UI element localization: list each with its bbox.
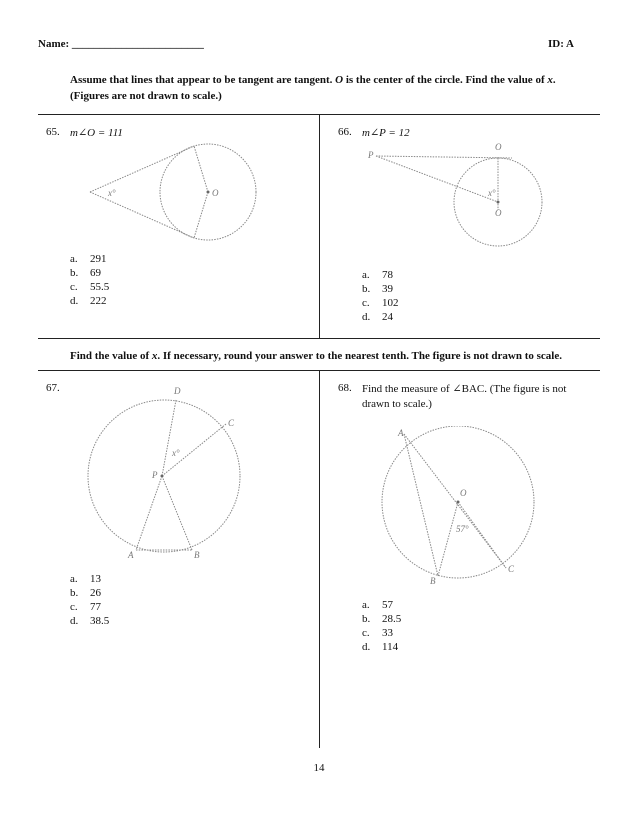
q67-a-label: A	[128, 550, 134, 560]
q67-b-label: B	[194, 550, 200, 560]
question-67-number: 67.	[46, 382, 60, 394]
question-65-number: 65.	[46, 126, 60, 138]
q66-choice-d: d. 24	[362, 311, 393, 323]
q66-secant	[376, 156, 498, 202]
q68-choice-c: c. 33	[362, 627, 393, 639]
q65-tangent-upper	[90, 146, 194, 192]
q66-choice-b: b. 39	[362, 283, 393, 295]
question-68-prompt: Find the measure of ∠BAC. (The figure is not drawn to scale.)	[362, 383, 567, 410]
question-68-number: 68.	[338, 382, 352, 394]
q68-chord-ac	[404, 434, 506, 568]
q67-choices	[70, 572, 109, 628]
q68-c-label: C	[508, 564, 515, 574]
q68-choices	[362, 598, 401, 654]
q66-choice-c: c. 102	[362, 297, 399, 309]
q66-choice-a: a. 78	[362, 269, 393, 281]
student-name-field: Name: ________________________	[38, 38, 204, 50]
q68-choice-d: d. 114	[362, 641, 399, 653]
q67-circle	[88, 400, 240, 552]
q68-chord-ab	[404, 434, 438, 576]
q65-figure	[86, 138, 266, 246]
q66-o-label: O	[495, 208, 502, 218]
q65-choice-c: c. 55.5	[70, 281, 110, 293]
column-divider	[319, 114, 320, 338]
q67-x-label: x°	[172, 448, 180, 458]
q67-choice-d: d. 38.5	[70, 615, 110, 627]
question-65-prompt: m∠O = 111	[70, 127, 123, 139]
q68-a-label: A	[398, 428, 404, 438]
q65-tangent-lower	[90, 192, 194, 238]
q67-choice-c: c. 77	[70, 601, 101, 613]
q65-choice-b: b. 69	[70, 267, 101, 279]
q66-figure	[364, 140, 554, 250]
section1-instructions	[70, 72, 600, 104]
q66-tangent	[376, 156, 512, 158]
q68-choice-a: a. 57	[362, 599, 393, 611]
q65-choices	[70, 252, 109, 308]
document-id: ID: A	[548, 38, 574, 50]
q68-choice-b: b. 28.5	[362, 613, 402, 625]
q67-p-label: P	[152, 470, 158, 480]
q68-b-label: B	[430, 576, 436, 584]
q67-choice-b: b. 26	[70, 587, 101, 599]
q66-x-label: x°	[488, 188, 496, 198]
q65-x-label: x°	[108, 188, 116, 198]
q67-c-label: C	[228, 418, 235, 428]
q68-o-label: O	[460, 488, 467, 498]
q67-d-label: D	[174, 386, 181, 396]
q66-p-label: P	[368, 150, 374, 160]
question-66-prompt: m∠P = 12	[362, 127, 410, 139]
q66-choices	[362, 268, 399, 324]
section1-instruction-line2: (Figures are not drawn to scale.)	[70, 90, 222, 102]
divider	[38, 338, 600, 339]
q65-choice-a: a. 291	[70, 253, 107, 265]
section1-instruction-line1: Assume that lines that appear to be tangent are tangent. O is the center of the circle. Find the value of x.	[70, 74, 556, 86]
section2-instructions: Find the value of x. If necessary, round your answer to the nearest tenth. The figure is not drawn to scale.	[70, 350, 562, 362]
q66-o-label-top: O	[495, 142, 502, 152]
q65-choice-d: d. 222	[70, 295, 107, 307]
q68-angle-label: 57°	[456, 524, 469, 534]
q65-o-label: O	[212, 188, 219, 198]
page-number: 14	[313, 762, 325, 774]
q68-figure	[376, 426, 536, 584]
q67-chord-pd	[162, 400, 176, 476]
q67-figure	[84, 384, 254, 562]
question-66-number: 66.	[338, 126, 352, 138]
column-divider	[319, 370, 320, 748]
q67-choice-a: a. 13	[70, 573, 101, 585]
